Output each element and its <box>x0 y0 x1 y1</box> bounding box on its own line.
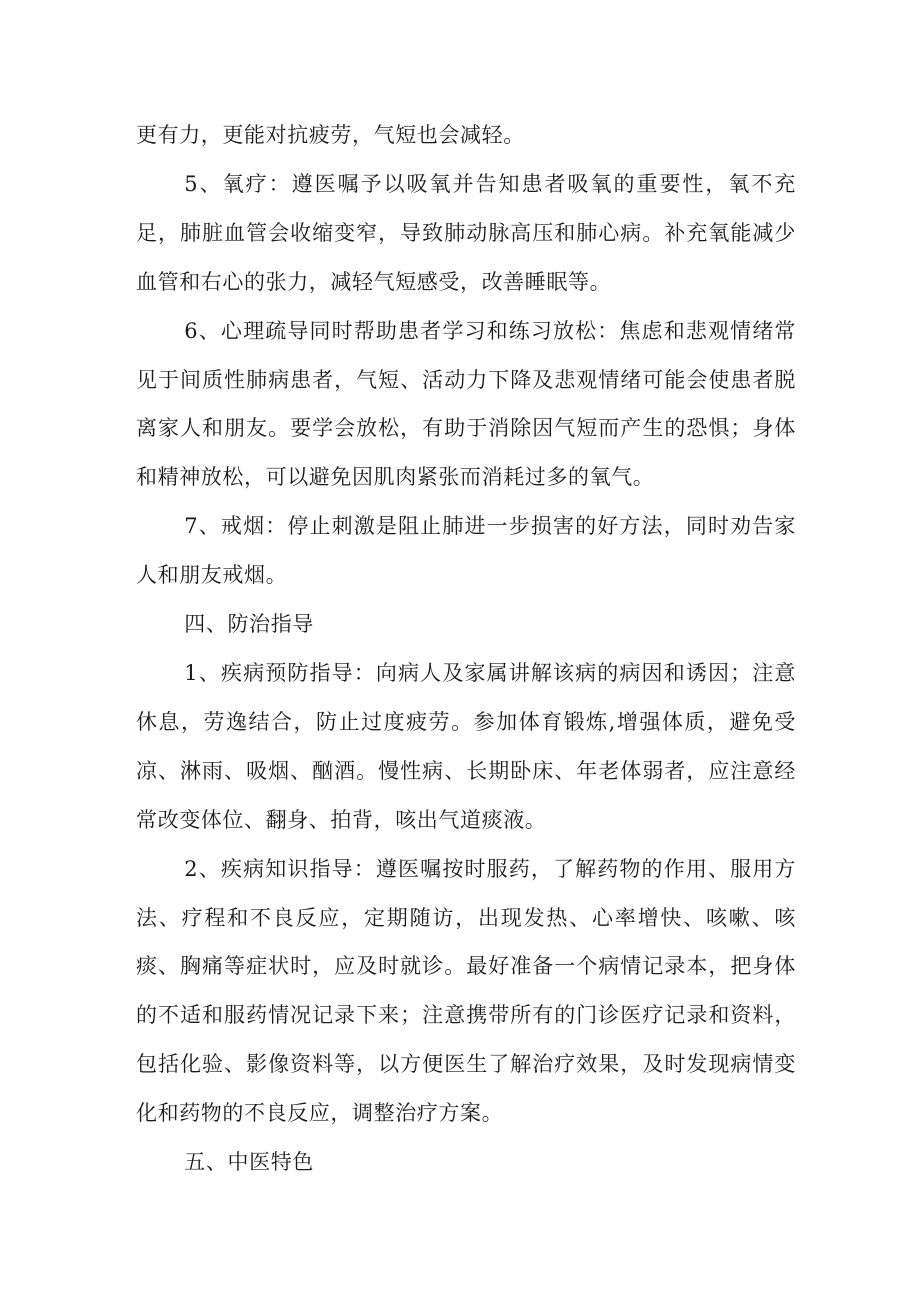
paragraph-continuation: 更有力，更能对抗疲劳，气短也会减轻。 <box>136 123 525 147</box>
paragraph-psychological-counseling: 6、心理疏导同时帮助患者学习和练习放松：焦虑和悲观情绪常见于间质性肺病患者，气短、活动力下降及悲观情绪可能会使患者脱离家人和朋友。要学会放松，有助于消除因气短而产生的恐惧；身体和精神放松，可以避免因肌肉紧张而消耗过多的氧气。 <box>136 318 796 490</box>
document-body <box>136 111 796 1187</box>
paragraph-disease-knowledge: 2、疾病知识指导：遵医嘱按时服药，了解药物的作用、服用方法、疗程和不良反应，定期随访，出现发热、心率增快、咳嗽、咳痰、胸痛等症状时，应及时就诊。最好准备一个病情记录本，把身体的不适和服药情况记录下来；注意携带所有的门诊医疗记录和资料，包括化验、影像资料等，以方便医生了解治疗效果，及时发现病情变化和药物的不良反应，调整治疗方案。 <box>136 856 796 1126</box>
paragraph-disease-prevention: 1、疾病预防指导：向病人及家属讲解该病的病因和诱因；注意休息，劳逸结合，防止过度疲劳。参加体育锻炼,增强体质，避免受凉、淋雨、吸烟、酗酒。慢性病、长期卧床、年老体弱者，应注意经常改变体位、翻身、拍背，咳出气道痰液。 <box>136 660 796 832</box>
section-heading-prevention: 四、防治指导 <box>184 612 314 637</box>
paragraph-oxygen-therapy: 5、氧疗：遵医嘱予以吸氧并告知患者吸氧的重要性，氧不充足，肺脏血管会收缩变窄，导致肺动脉高压和肺心病。补充氧能减少血管和右心的张力，减轻气短感受，改善睡眠等。 <box>136 171 796 294</box>
paragraph-quit-smoking: 7、戒烟：停止刺激是阻止肺进一步损害的好方法，同时劝告家人和朋友戒烟。 <box>136 514 796 588</box>
section-heading-tcm: 五、中医特色 <box>184 1150 314 1175</box>
